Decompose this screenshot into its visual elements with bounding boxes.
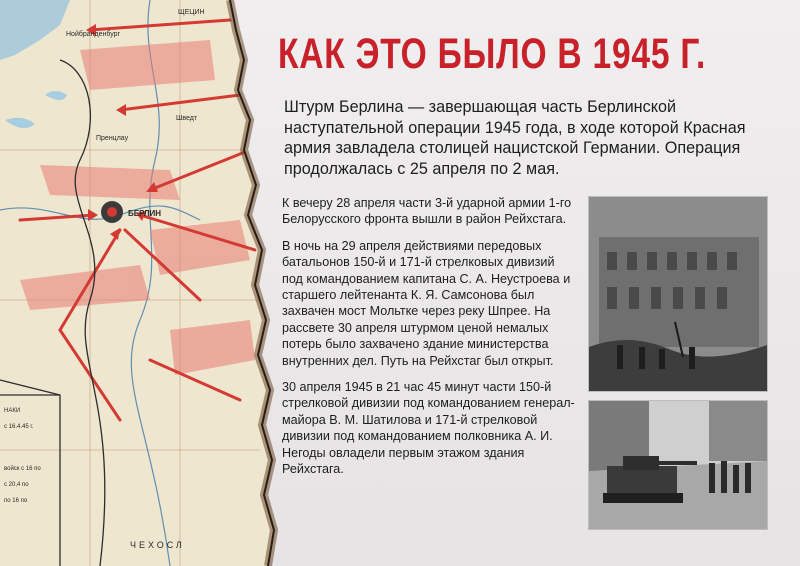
map-legend-1: с 16.4.45 г. — [4, 424, 34, 430]
map-label-czechoslovakia: ЧЕХОСЛ — [130, 540, 185, 550]
map-legend-4: по 16 по — [4, 498, 28, 504]
paragraph-2: В ночь на 29 апреля действиями передовых батальонов 150-й и 171-й стрелковых дивизий под командованием капитана С. А. Неустроева и старшего лейтенанта К. Я. Самсонова был захвачен мост Мольтке через реку Шпрее. На рассвете 30 апреля штурмом ценой немалых потерь было захвачено здание министерства внутренних дел. Путь на Рейхстаг был открыт. — [282, 238, 571, 368]
lead-paragraph: Штурм Берлина — завершающая часть Берлинской наступательной операции 1945 года, в ходе которой Красная армия завладела столицей нацистской Германии. Операция продолжалась с 25 апреля по 2 мая. — [284, 98, 746, 178]
map-legend-2: войск с 16 по — [4, 466, 41, 472]
map-label-prenzlau: Пренцлау — [96, 135, 129, 142]
map-label-schwedt: Шведт — [176, 115, 198, 122]
map-label-neubrandenburg: Нойбранденбург — [66, 31, 121, 38]
map-drawing — [0, 0, 300, 566]
paragraph-3: 30 апреля 1945 в 21 час 45 минут части 150-й стрелковой дивизии под командованием генерал-майора В. М. Шатилова и 171-й стрелковой дивизии под командованием полковника А. И. Негоды овладели первым этажом здания Рейхстага. — [282, 380, 575, 477]
body-text — [282, 195, 578, 488]
paragraph-1: К вечеру 28 апреля части 3-й ударной армии 1-го Белорусского фронта вышли в район Рейхстага. — [282, 196, 572, 227]
map-label-berlin: БЕРЛИН — [128, 209, 162, 218]
historic-battle-map — [0, 0, 300, 566]
map-legend-0: НАКИ — [4, 408, 21, 414]
map-label-stettin: ЩЕЦИН — [178, 9, 205, 16]
photo-street-tank — [588, 400, 768, 530]
page-title: КАК ЭТО БЫЛО В 1945 Г. — [278, 30, 707, 78]
map-legend-3: с 20,4 по — [4, 482, 29, 488]
photo-reichstag-assault — [588, 196, 768, 392]
